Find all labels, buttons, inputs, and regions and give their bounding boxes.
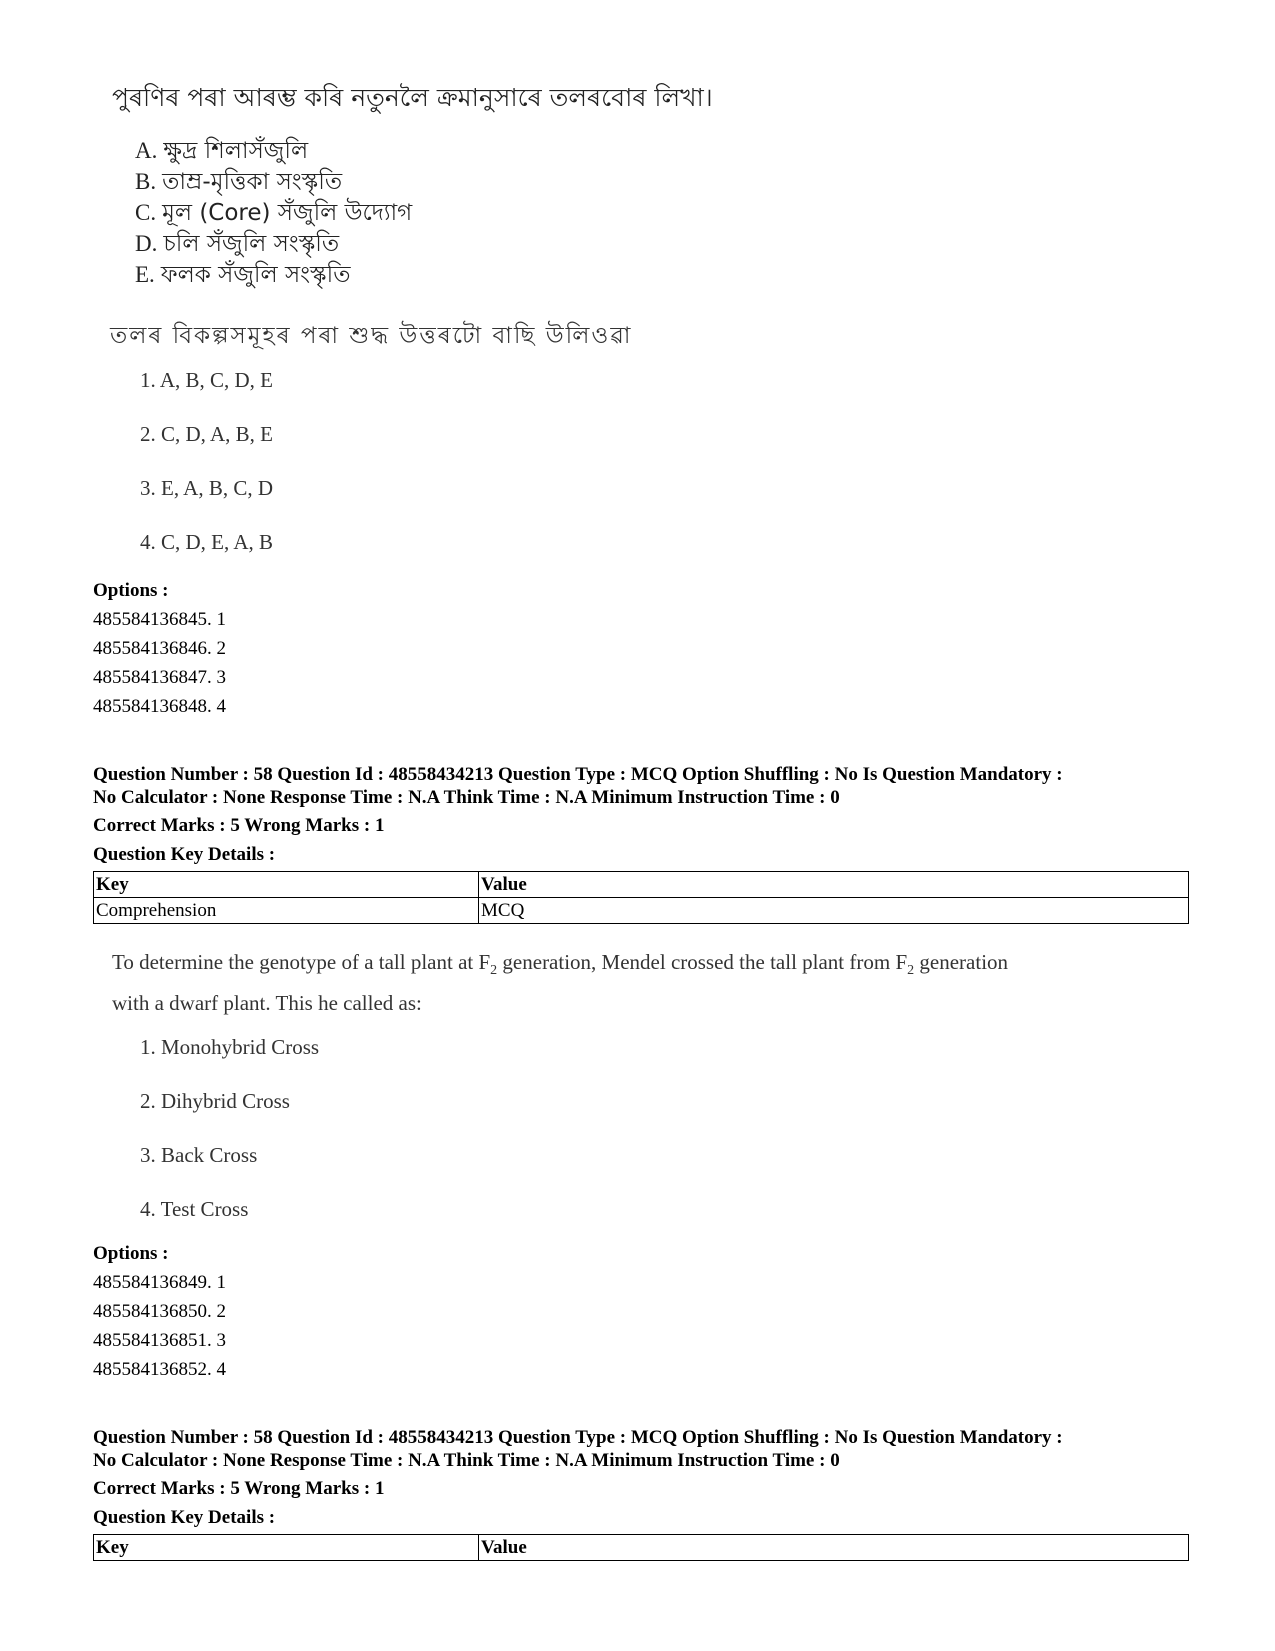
order-item-d: D. চলি সঁজুলি সংস্কৃতি (135, 231, 340, 257)
table-cell-key: Comprehension (94, 898, 479, 924)
marks-line: Correct Marks : 5 Wrong Marks : 1 (93, 815, 385, 836)
option-id-4: 485584136848. 4 (93, 696, 226, 717)
order-item-a: A. ক্ষুদ্ৰ শিলাসঁজুলি (135, 138, 309, 164)
order-item-c: C. মূল (Core) সঁজুলি উদ্যোগ (135, 200, 413, 226)
table-header-value: Value (479, 872, 1189, 898)
option-id-1: 485584136849. 1 (93, 1272, 226, 1293)
question-meta-line-1: Question Number : 58 Question Id : 48558434213 Question Type : MCQ Option Shuffling : No Is Question Mandatory : (93, 764, 1063, 785)
question-text (112, 946, 1192, 1019)
image-option-2: 2. Dihybrid Cross (140, 1089, 290, 1113)
question-meta (93, 1426, 1193, 1472)
table-header-value: Value (479, 1535, 1189, 1561)
table-header-key: Key (94, 1535, 479, 1561)
option-id-1: 485584136845. 1 (93, 609, 226, 630)
option-id-3: 485584136851. 3 (93, 1330, 226, 1351)
table-cell-value: MCQ (479, 898, 1189, 924)
table-header-key: Key (94, 872, 479, 898)
table-row (94, 898, 1189, 924)
key-details-label: Question Key Details : (93, 844, 276, 865)
key-details-label: Question Key Details : (93, 1507, 276, 1528)
option-id-3: 485584136847. 3 (93, 667, 226, 688)
image-option-2: 2. C, D, A, B, E (140, 422, 274, 446)
question-meta-line-2: No Calculator : None Response Time : N.A Think Time : N.A Minimum Instruction Time : 0 (93, 1450, 840, 1471)
option-id-4: 485584136852. 4 (93, 1359, 226, 1380)
choose-instruction: তলৰ বিকল্পসমূহৰ পৰা শুদ্ধ উত্তৰটো বাছি উলিওৱা (110, 323, 633, 349)
question-text-line-1: To determine the genotype of a tall plant at $F_2$ generation, Mendel crossed the tall plant from $F_2$ generation (112, 950, 1009, 979)
image-option-1: 1. A, B, C, D, E (140, 368, 274, 392)
image-option-3: 3. E, A, B, C, D (140, 476, 274, 500)
table-header-row (94, 872, 1189, 898)
order-item-b: B. তাম্ৰ-মৃত্তিকা সংস্কৃতি (135, 169, 343, 195)
option-id-2: 485584136850. 2 (93, 1301, 226, 1322)
question-meta-line-1: Question Number : 58 Question Id : 48558434213 Question Type : MCQ Option Shuffling : No Is Question Mandatory : (93, 1427, 1063, 1448)
option-id-2: 485584136846. 2 (93, 638, 226, 659)
question-text-line-2: with a dwarf plant. This he called as: (112, 991, 422, 1016)
order-item-e: E. ফলক সঁজুলি সংস্কৃতি (135, 262, 351, 288)
key-details-table (93, 1534, 1189, 1561)
question-instruction: পুৰণিৰ পৰা আৰম্ভ কৰি নতুনলৈ ক্ৰমানুসাৰে তলৰবোৰ লিখা। (112, 83, 713, 112)
marks-line: Correct Marks : 5 Wrong Marks : 1 (93, 1478, 385, 1499)
question-meta (93, 763, 1193, 809)
options-label: Options : (93, 580, 169, 601)
image-option-4: 4. C, D, E, A, B (140, 530, 274, 554)
table-header-row (94, 1535, 1189, 1561)
image-option-1: 1. Monohybrid Cross (140, 1035, 320, 1059)
image-option-4: 4. Test Cross (140, 1197, 249, 1221)
key-details-table (93, 871, 1189, 924)
image-option-3: 3. Back Cross (140, 1143, 258, 1167)
question-meta-line-2: No Calculator : None Response Time : N.A Think Time : N.A Minimum Instruction Time : 0 (93, 787, 840, 808)
options-label: Options : (93, 1243, 169, 1264)
